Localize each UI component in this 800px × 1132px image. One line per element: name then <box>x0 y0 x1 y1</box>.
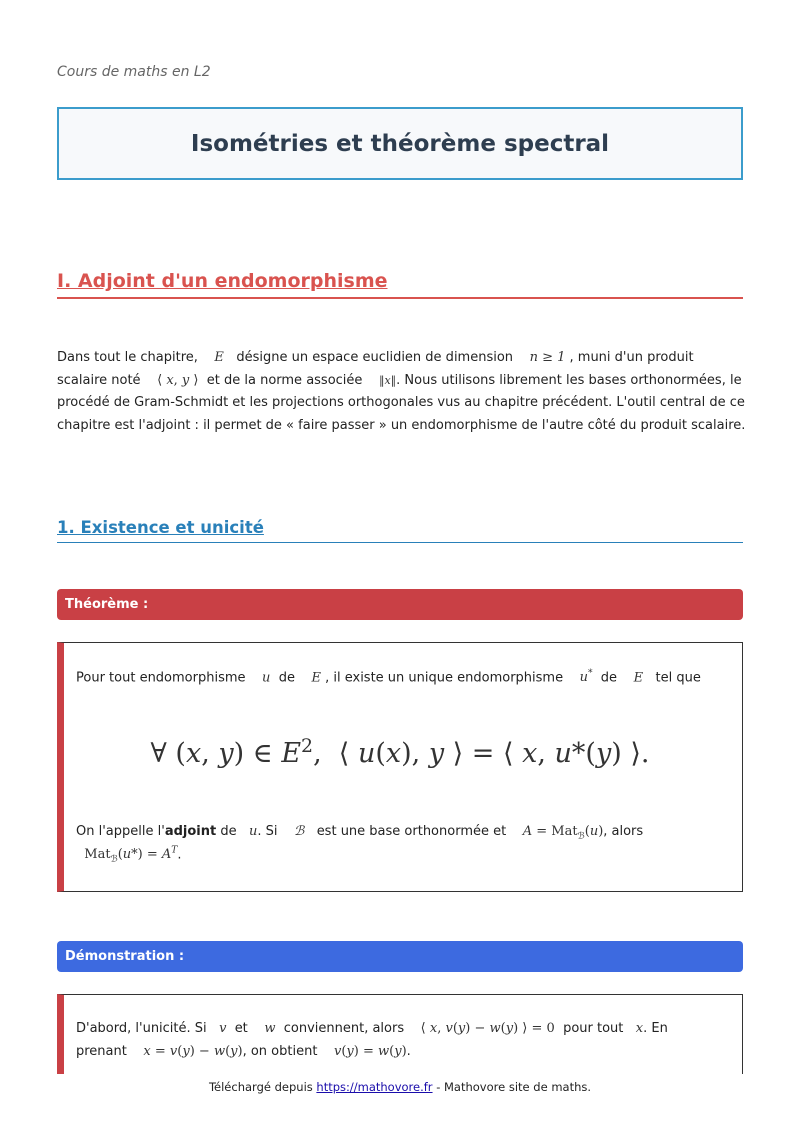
intro-text: scalaire noté <box>57 372 141 388</box>
math-v: v <box>219 1021 227 1036</box>
intro-paragraph <box>57 347 747 437</box>
math-B: ℬ <box>294 824 305 839</box>
math-v-eq-w: v(y) = w(y) <box>333 1044 407 1059</box>
demo-line-2: prenant x = v(y) − w(y), on obtient v(y) = w(y). <box>76 1044 411 1059</box>
math-n-geq-1: n ≥ 1 <box>529 350 566 365</box>
section-heading <box>57 270 743 299</box>
theorem-text: de <box>278 670 295 686</box>
theorem-text: . Si <box>257 824 278 839</box>
theorem-text: de <box>220 824 237 839</box>
intro-text: désigne un espace euclidien de dimension <box>236 350 514 365</box>
math-E: E <box>214 350 224 365</box>
math-x: x <box>635 1021 644 1036</box>
demonstration-header: Démonstration : <box>57 941 743 972</box>
demo-text: , on obtient <box>242 1044 318 1059</box>
theorem-display-formula: ∀ (x, y) ∈ $E^2$, ⟨ u(x), y ⟩ = ⟨ x, u*(y) ⟩. <box>150 735 650 769</box>
subsection-heading-text: 1. Existence et unicité <box>57 518 264 537</box>
math-u: u <box>262 670 271 686</box>
title-box <box>57 107 743 180</box>
theorem-text: tel que <box>655 670 701 686</box>
math-inner-product: ⟨ x, y ⟩ <box>157 372 199 388</box>
subsection-heading <box>57 518 743 543</box>
math-mat-u-star: $Mat_ℬ(u*) = A^T$ <box>84 846 178 865</box>
demo-text: prenant <box>76 1044 127 1059</box>
intro-text: chapitre est l'adjoint : il permet de « faire passer » un endomorphisme de l'autre côté du produit scalaire. <box>57 417 746 433</box>
theorem-header: Théorème : <box>57 589 743 620</box>
intro-text: . Nous utilisons librement les bases orthonormées, le <box>396 372 742 388</box>
footer-text: Téléchargé depuis <box>208 1080 313 1094</box>
intro-text: , muni d'un produit <box>569 350 694 365</box>
math-x-choice: x = v(y) − w(y) <box>143 1044 243 1059</box>
demo-text: . En <box>643 1021 668 1036</box>
demo-text: D'abord, l'unicité. Si <box>76 1021 207 1036</box>
math-u: u <box>249 824 258 839</box>
intro-text: et de la norme associée <box>206 372 363 388</box>
theorem-text: Pour tout endomorphisme <box>76 670 246 686</box>
intro-text: Dans tout le chapitre, <box>57 350 198 365</box>
adjoint-term: adjoint <box>164 824 217 839</box>
demonstration-box <box>57 994 743 1074</box>
footer-text: - Mathovore site de maths. <box>436 1080 592 1094</box>
math-orthogonality: ⟨ x, v(y) − w(y) ⟩ = 0 <box>420 1021 555 1036</box>
intro-text: procédé de Gram-Schmidt et les projections orthogonales vus au chapitre précédent. L'outil central de ce <box>57 395 745 410</box>
section-heading-text: I. Adjoint d'un endomorphisme <box>57 270 388 292</box>
theorem-text: , alors <box>603 824 644 839</box>
theorem-line-4: $Mat_ℬ(u*) = A^T$. <box>84 846 182 865</box>
demo-text: et <box>234 1021 248 1036</box>
theorem-box <box>57 642 743 892</box>
theorem-text: est une base orthonormée et <box>316 824 507 839</box>
math-norm: ‖x‖ <box>378 373 397 387</box>
theorem-text: , il existe un unique endomorphisme <box>325 670 564 686</box>
page-footer <box>0 1080 800 1094</box>
demo-text: pour tout <box>563 1021 624 1036</box>
theorem-text: de <box>600 670 618 686</box>
math-u-star: u* <box>579 669 593 686</box>
math-E: E <box>633 670 644 686</box>
demo-text: conviennent, alors <box>283 1021 405 1036</box>
math-w: w <box>264 1021 276 1036</box>
course-label: Cours de maths en L2 <box>57 64 211 80</box>
math-A-eq-mat: A = Mat$_ℬ$(u) <box>522 824 604 842</box>
page-title: Isométries et théorème spectral <box>190 130 610 157</box>
theorem-line-1 <box>76 669 701 685</box>
demo-line-1 <box>76 1021 668 1036</box>
theorem-text: On l'appelle l' <box>76 824 165 839</box>
mathovore-link[interactable]: https://mathovore.fr <box>316 1080 433 1094</box>
math-E: E <box>311 670 321 686</box>
theorem-line-3 <box>76 824 643 842</box>
